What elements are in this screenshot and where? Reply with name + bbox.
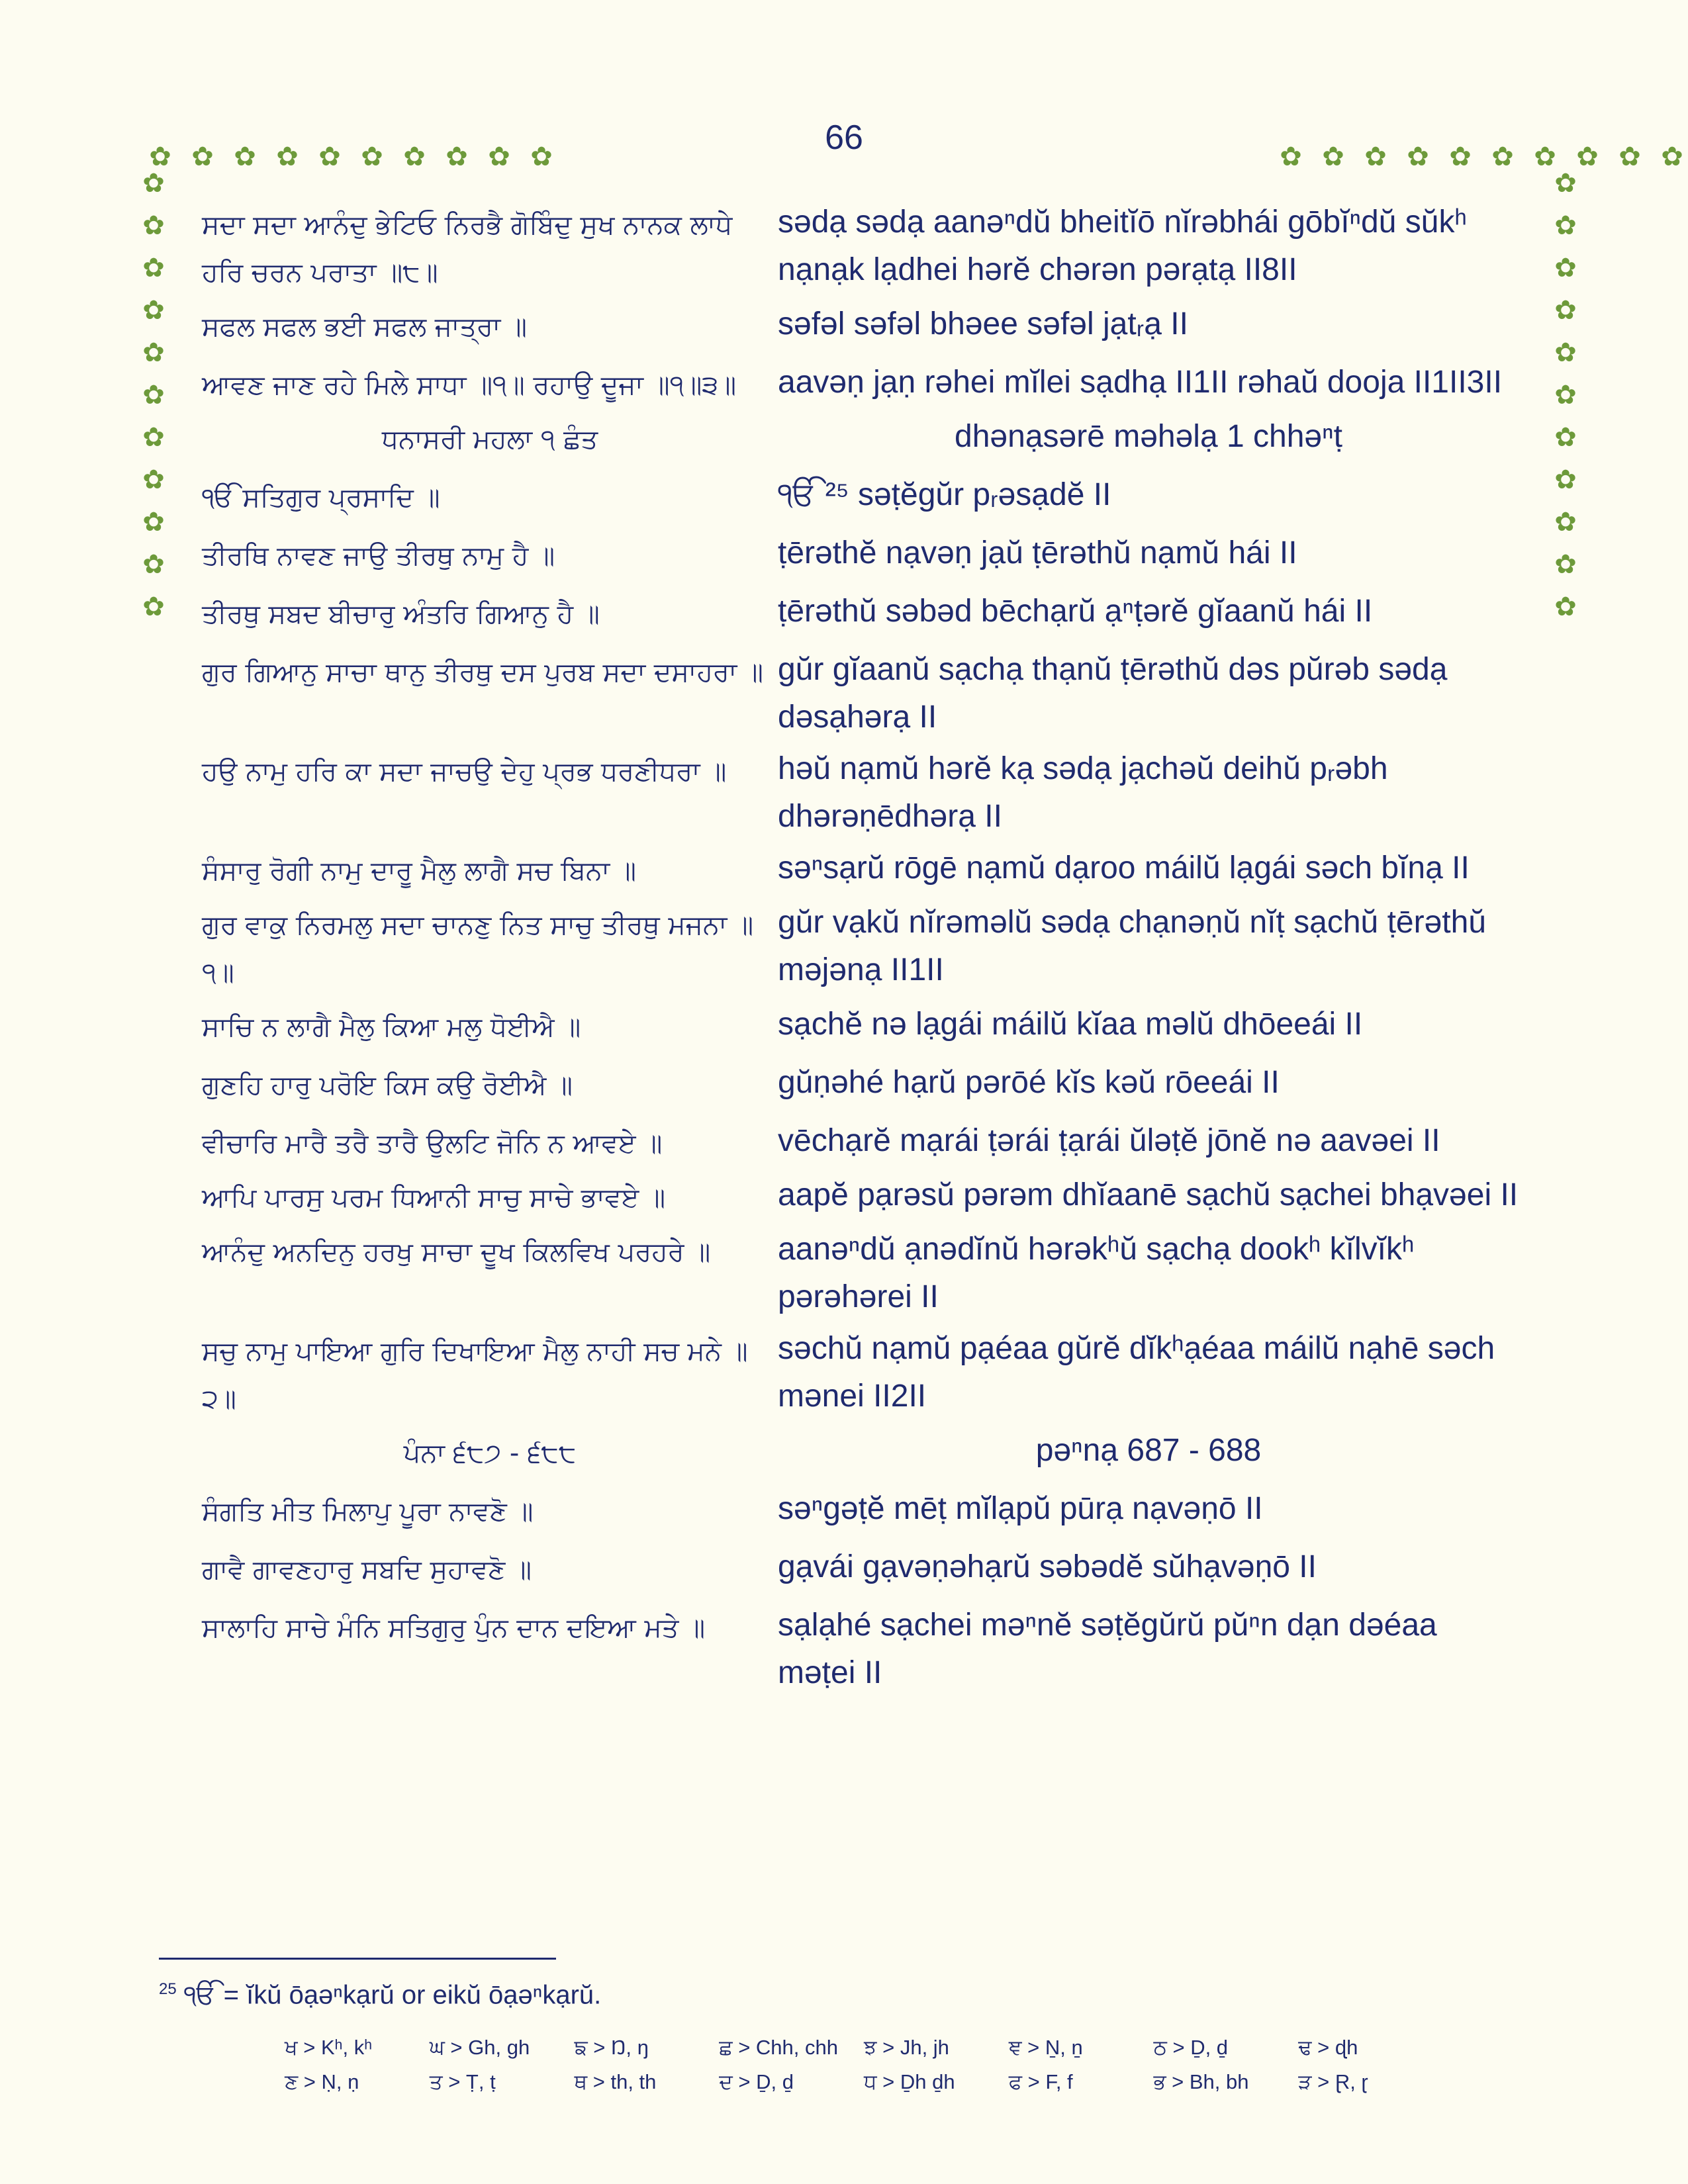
key-cell: ਫ > F, f [1008, 2070, 1073, 2093]
footnote-rule [159, 1958, 556, 1960]
footnote [159, 1980, 601, 2010]
ornament-left-column [134, 162, 173, 628]
verse-row [202, 1226, 1519, 1321]
flower-icon: ✿ [142, 210, 165, 241]
flower-icon: ✿ [488, 142, 510, 172]
flower-icon: ✿ [142, 253, 165, 283]
key-row [285, 2030, 1443, 2065]
gurmukhi-text: ਗੁਰ ਵਾਕੁ ਨਿਰਮਲੁ ਸਦਾ ਚਾਨਣੁ ਨਿਤ ਸਾਚੁ ਤੀਰਥੁ ਮਜਨਾ ॥੧॥ [202, 910, 754, 988]
gurmukhi-text: ਸਾਲਾਹਿ ਸਾਚੇ ਮੰਨਿ ਸਤਿਗੁਰੁ ਪੁੰਨ ਦਾਨ ਦਇਆ ਮਤੇ ॥ [202, 1613, 706, 1643]
transliteration-text: gŭr gĭaanŭ sạchạ thạnŭ ṭērəthŭ dəs pŭrəb sədạ dəsạhərạ II [778, 652, 1448, 735]
key-cell: ਠ > Ḏ, ḏ [1153, 2035, 1229, 2059]
key-cell: ਙ > Ŋ, ŋ [574, 2035, 649, 2059]
transliteration-text: sạlạhé sạchei məⁿnĕ səṭĕgŭrŭ pŭⁿn dạn dəéaa məṭei II [778, 1608, 1437, 1690]
ornament-top-left [140, 136, 561, 178]
flower-icon: ✿ [1534, 142, 1556, 172]
key-cell: ਭ > Bh, bh [1153, 2070, 1249, 2093]
flower-icon: ✿ [142, 422, 165, 453]
transliteration-text: gạvái gạvəṇəhạrŭ səbədĕ sŭhạvəṇō II [778, 1549, 1317, 1584]
flower-icon: ✿ [142, 549, 165, 580]
page-number: 66 [825, 118, 863, 157]
flower-icon: ✿ [1554, 338, 1577, 368]
flower-icon: ✿ [361, 142, 383, 172]
key-cell: ਣ > Ṇ, ṇ [285, 2070, 359, 2093]
ornament-top-right [1271, 136, 1688, 178]
verse-row [202, 588, 1519, 638]
flower-icon: ✿ [142, 380, 165, 410]
flower-icon: ✿ [530, 142, 553, 172]
key-row [285, 2065, 1443, 2099]
transliteration-text: vēchạrĕ mạrái ṭərái ṭạrái ŭləṭĕ jōnĕ nə aavəei II [778, 1123, 1440, 1158]
verse-row [202, 199, 1519, 296]
footnote-marker: 25 [159, 1980, 177, 1998]
transliteration-text: ੴ ²⁵ səṭĕgŭr pᵣəsạdĕ II [778, 477, 1111, 512]
transliteration-key [285, 2030, 1443, 2099]
verse-row [202, 844, 1519, 895]
gurmukhi-text: ਸੰਸਾਰੁ ਰੋਗੀ ਨਾਮੁ ਦਾਰੂ ਮੈਲੁ ਲਾਗੈ ਸਚ ਬਿਨਾ ॥ [202, 856, 636, 886]
section-heading-row [202, 1427, 1519, 1477]
verse-row [202, 1543, 1519, 1594]
section-heading-row [202, 413, 1519, 463]
transliteration-text: dhənạsərē məhəlạ 1 chhəⁿṭ [955, 419, 1342, 454]
verse-row [202, 1602, 1519, 1697]
flower-icon: ✿ [1407, 142, 1429, 172]
transliteration-text: səⁿgəṭĕ mēṭ mĭlạpŭ pūrạ nạvəṇō II [778, 1491, 1263, 1526]
flower-icon: ✿ [142, 592, 165, 622]
transliteration-text: səfəl səfəl bhəee səfəl jạtᵣạ II [778, 306, 1188, 341]
gurmukhi-text: ਤੀਰਥਿ ਨਾਵਣ ਜਾਉ ਤੀਰਥੁ ਨਾਮੁ ਹੈ ॥ [202, 541, 555, 571]
flower-icon: ✿ [1554, 253, 1577, 283]
verse-row [202, 1117, 1519, 1167]
transliteration-text: səⁿsạrŭ rōgē nạmŭ dạroo máilŭ lạgái səch bĭnạ II [778, 850, 1470, 886]
verse-row [202, 1171, 1519, 1222]
flower-icon: ✿ [1364, 142, 1387, 172]
flower-icon: ✿ [1554, 295, 1577, 326]
gurmukhi-text: ਧਨਾਸਰੀ ਮਹਲਾ ੧ ਛੰਤ [381, 424, 598, 455]
flower-icon: ✿ [1554, 210, 1577, 241]
flower-icon: ✿ [1554, 168, 1577, 199]
verse-row [202, 1325, 1519, 1423]
gurmukhi-text: ਤੀਰਥੁ ਸਬਦ ਬੀਚਾਰੁ ਅੰਤਰਿ ਗਿਆਨੁ ਹੈ ॥ [202, 599, 600, 629]
gurmukhi-text: ਆਨੰਦੁ ਅਨਦਿਨੁ ਹਰਖੁ ਸਾਚਾ ਦੂਖ ਕਿਲਵਿਖ ਪਰਹਰੇ ॥ [202, 1237, 711, 1267]
transliteration-text: aapĕ pạrəsŭ pərəm dhĭaanē sạchŭ sạchei bhạvəei II [778, 1177, 1519, 1212]
key-cell: ਞ > Ṉ, ṉ [1008, 2035, 1083, 2059]
flower-icon: ✿ [142, 507, 165, 537]
verse-row [202, 646, 1519, 741]
ornament-right-column [1546, 162, 1585, 628]
flower-icon: ✿ [1554, 465, 1577, 495]
transliteration-text: sədạ sədạ aanəⁿdŭ bheitĭō nĭrəbhái gōbĭⁿdŭ sŭkʰ nạnạk lạdhei hərĕ chərən pərạtạ II8II [778, 205, 1467, 287]
gurmukhi-text: ਸਫਲ ਸਫਲ ਭਈ ਸਫਲ ਜਾਤ੍ਰਾ ॥ [202, 312, 527, 342]
key-cell: ਛ > Chh, chh [719, 2035, 838, 2059]
flower-icon: ✿ [149, 142, 171, 172]
transliteration-text: gŭṇəhé hạrŭ pərōé kĭs kəŭ rōeeái II [778, 1065, 1280, 1100]
flower-icon: ✿ [1554, 380, 1577, 410]
gurmukhi-text: ਸਾਚਿ ਨ ਲਾਗੈ ਮੈਲੁ ਕਿਆ ਮਲੁ ਧੋਈਐ ॥ [202, 1012, 581, 1042]
flower-icon: ✿ [142, 338, 165, 368]
gurmukhi-text: ਸਚੁ ਨਾਮੁ ਪਾਇਆ ਗੁਰਿ ਦਿਖਾਇਆ ਮੈਲੁ ਨਾਹੀ ਸਚ ਮਨੇ ॥੨॥ [202, 1336, 748, 1414]
gurmukhi-text: ਆਵਣ ਜਾਣ ਰਹੇ ਮਿਲੇ ਸਾਧਾ ॥੧॥ ਰਹਾਉ ਦੂਜਾ ॥੧॥੩॥ [202, 370, 737, 400]
flower-icon: ✿ [403, 142, 426, 172]
key-cell: ਝ > Jh, jh [864, 2035, 949, 2059]
flower-icon: ✿ [1554, 549, 1577, 580]
transliteration-text: pəⁿnạ 687 - 688 [1035, 1433, 1262, 1468]
gurmukhi-text: ਆਪਿ ਪਾਰਸੁ ਪਰਮ ਧਿਆਨੀ ਸਾਚੁ ਸਾਚੇ ਭਾਵਏ ॥ [202, 1183, 666, 1213]
key-cell: ਢ > ɖh [1298, 2035, 1358, 2059]
gurmukhi-text: ੴ ਸਤਿਗੁਰ ਪ੍ਰਸਾਦਿ ॥ [202, 482, 440, 513]
key-cell: ਧ > Ḏh ḏh [864, 2070, 955, 2093]
flower-icon: ✿ [142, 168, 165, 199]
flower-icon: ✿ [1280, 142, 1302, 172]
key-cell: ਖ > Kʰ, kʰ [285, 2035, 373, 2059]
flower-icon: ✿ [1576, 142, 1599, 172]
flower-icon: ✿ [1554, 507, 1577, 537]
verse-row [202, 359, 1519, 409]
flower-icon: ✿ [1661, 142, 1683, 172]
verse-row [202, 1485, 1519, 1535]
flower-icon: ✿ [1618, 142, 1641, 172]
key-cell: ਤ > Ṭ, ṭ [429, 2070, 496, 2093]
transliteration-text: aavəṇ jạṇ rəhei mĭlei sạdhạ II1II rəhaŭ dooja II1II3II [778, 365, 1503, 400]
verse-row [202, 300, 1519, 351]
transliteration-text: sạchĕ nə lạgái máilŭ kĭaa məlŭ dhōeeái II [778, 1007, 1363, 1042]
key-cell: ਘ > Gh, gh [429, 2035, 530, 2059]
flower-icon: ✿ [276, 142, 299, 172]
verse-row [202, 1059, 1519, 1109]
transliteration-text: ṭērəthŭ səbəd bēchạrŭ ạⁿṭərĕ gĭaanŭ hái II [778, 594, 1373, 629]
flower-icon: ✿ [1554, 422, 1577, 453]
flower-icon: ✿ [142, 465, 165, 495]
flower-icon: ✿ [1449, 142, 1472, 172]
flower-icon: ✿ [1322, 142, 1344, 172]
verse-row [202, 745, 1519, 841]
verse-row [202, 529, 1519, 580]
key-cell: ਥ > th, th [574, 2070, 657, 2093]
verse-row [202, 471, 1519, 522]
transliteration-text: gŭr vạkŭ nĭrəməlŭ sədạ chạnəṇŭ nĭṭ sạchŭ ṭērəthŭ məjənạ II1II [778, 905, 1487, 987]
flower-icon: ✿ [1491, 142, 1514, 172]
flower-icon: ✿ [445, 142, 468, 172]
flower-icon: ✿ [191, 142, 214, 172]
key-cell: ੜ > Ɽ, ɽ [1298, 2070, 1368, 2093]
flower-icon: ✿ [318, 142, 341, 172]
gurmukhi-text: ਸਦਾ ਸਦਾ ਆਨੰਦੁ ਭੇਟਿਓ ਨਿਰਭੈ ਗੋਬਿੰਦੁ ਸੁਖ ਨਾਨਕ ਲਾਧੇ ਹਰਿ ਚਰਨ ਪਰਾਤਾ ॥੮॥ [202, 210, 733, 288]
verse-row [202, 899, 1519, 997]
gurmukhi-text: ਹਉ ਨਾਮੁ ਹਰਿ ਕਾ ਸਦਾ ਜਾਚਉ ਦੇਹੁ ਪ੍ਰਭ ਧਰਣੀਧਰਾ ॥ [202, 756, 727, 787]
gurmukhi-text: ਪੰਨਾ ੬੮੭ - ੬੮੮ [403, 1438, 577, 1469]
gurmukhi-text: ਸੰਗਤਿ ਮੀਤ ਮਿਲਾਪੁ ਪੂਰਾ ਨਾਵਣੋ ॥ [202, 1496, 534, 1527]
gurmukhi-text: ਗੁਰ ਗਿਆਨੁ ਸਾਚਾ ਥਾਨੁ ਤੀਰਥੁ ਦਸ ਪੁਰਬ ਸਦਾ ਦਸਾਹਰਾ ॥ [202, 657, 763, 688]
flower-icon: ✿ [1554, 592, 1577, 622]
flower-icon: ✿ [142, 295, 165, 326]
transliteration-text: həŭ nạmŭ hərĕ kạ sədạ jạchəŭ deihŭ pᵣəbh dhərəṇēdhərạ II [778, 751, 1388, 834]
key-cell: ਦ > Ḏ, ḏ [719, 2070, 794, 2093]
flower-icon: ✿ [234, 142, 256, 172]
verse-list [202, 199, 1519, 1701]
verse-row [202, 1001, 1519, 1051]
gurmukhi-text: ਵੀਚਾਰਿ ਮਾਰੈ ਤਰੈ ਤਾਰੈ ਉਲਟਿ ਜੋਨਿ ਨ ਆਵਏ ॥ [202, 1128, 663, 1159]
footnote-text: ੴ = ĭkŭ ōạəⁿkạrŭ or eikŭ ōạəⁿkạrŭ. [183, 1980, 602, 2010]
transliteration-text: səchŭ nạmŭ pạéaa gŭrĕ dĭkʰạéaa máilŭ nạhē səch mənei II2II [778, 1331, 1495, 1414]
gurmukhi-text: ਗੁਣਹਿ ਹਾਰੁ ਪਰੋਇ ਕਿਸ ਕਉ ਰੋਈਐ ॥ [202, 1070, 573, 1101]
gurmukhi-text: ਗਾਵੈ ਗਾਵਣਹਾਰੁ ਸਬਦਿ ਸੁਹਾਵਣੋ ॥ [202, 1555, 532, 1585]
transliteration-text: ṭērəthĕ nạvəṇ jạŭ ṭērəthŭ nạmŭ hái II [778, 535, 1297, 570]
transliteration-text: aanəⁿdŭ ạnədĭnŭ hərəkʰŭ sạchạ dookʰ kĭlvĭkʰ pərəhərei II [778, 1232, 1415, 1314]
